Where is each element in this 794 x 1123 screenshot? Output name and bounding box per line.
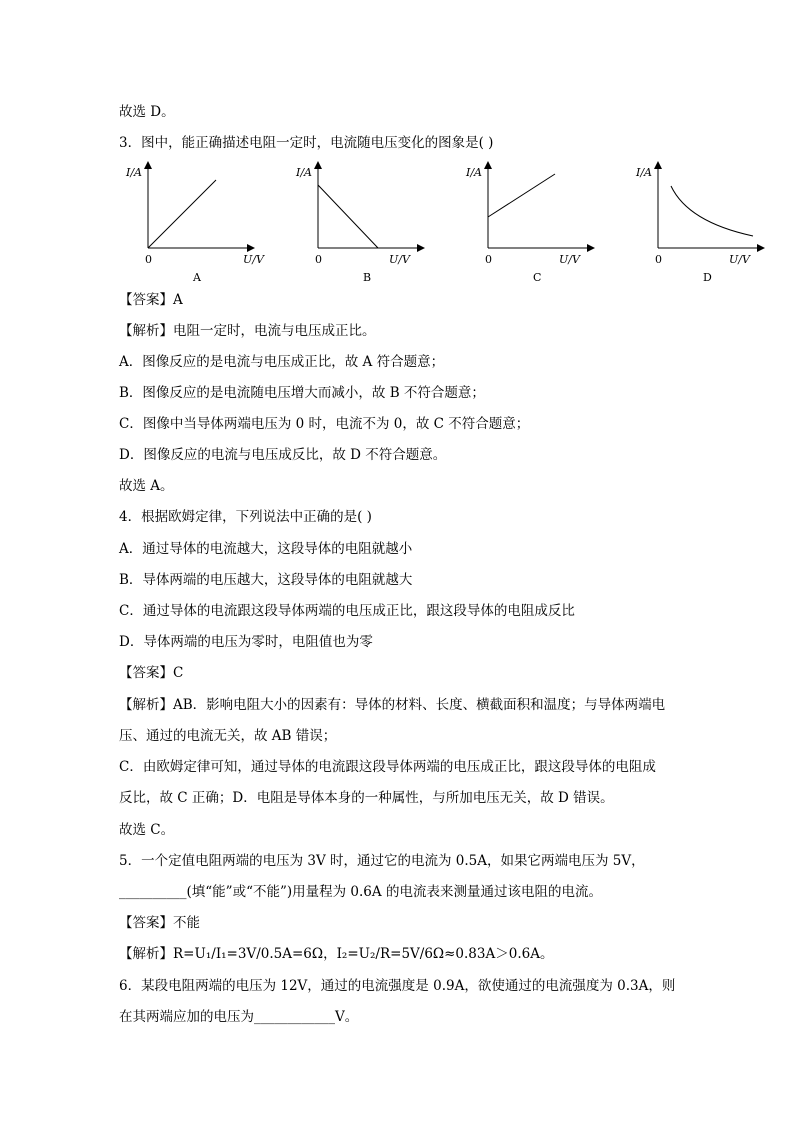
analysis-4-cont: 压、通过的电流无关，故 AB 错误；	[119, 728, 337, 744]
question-4: 4．根据欧姆定律，下列说法中正确的是( )	[119, 509, 372, 525]
option-label: C	[533, 271, 542, 284]
y-axis-label: I/A	[466, 166, 482, 179]
origin-label: 0	[145, 253, 152, 266]
text-line: 故选 C。	[119, 822, 175, 838]
option-label: D	[703, 271, 712, 284]
analysis-5: 【解析】R=U₁/I₁=3V/0.5A=6Ω，I₂=U₂/R=5V/6Ω≈0.83A＞0.6A。	[119, 946, 554, 962]
graph-c	[463, 160, 613, 285]
option-text: B．图像反应的是电流随电压增大而减小，故 B 不符合题意；	[119, 385, 485, 401]
analysis-4-cont: C．由欧姆定律可知，通过导体的电流跟这段导体两端的电压成正比，跟这段导体的电阻成	[119, 759, 656, 775]
option-label: A	[193, 271, 201, 284]
question-5-cont: __________(填“能”或“不能”)用量程为 0.6A 的电流表来测量通过该电阻的电流。	[119, 884, 602, 900]
x-axis-label: U/V	[389, 253, 410, 266]
text-line: 故选 D。	[119, 104, 175, 120]
x-axis-label: U/V	[729, 253, 750, 266]
option-text: D．图像反应的电流与电压成反比，故 D 不符合题意。	[119, 447, 447, 463]
option-label: B	[363, 271, 372, 284]
answer-5: 【答案】不能	[119, 915, 200, 931]
graph-line	[318, 185, 378, 248]
option-text: A．通过导体的电流越大，这段导体的电阻就越小	[119, 541, 413, 557]
answer-4: 【答案】C	[119, 665, 184, 681]
x-axis-label: U/V	[559, 253, 580, 266]
origin-label: 0	[315, 253, 322, 266]
y-axis-label: I/A	[126, 166, 142, 179]
graph-line	[488, 174, 555, 217]
analysis-4: 【解析】AB．影响电阻大小的因素有：导体的材料、长度、横截面积和温度；与导体两端电	[119, 697, 666, 713]
origin-label: 0	[655, 253, 662, 266]
graph-curve	[671, 186, 753, 236]
option-text: D．导体两端的电压为零时，电阻值也为零	[119, 634, 373, 650]
text-line: 故选 A。	[119, 478, 174, 494]
option-text: A．图像反应的是电流与电压成正比，故 A 符合题意；	[119, 354, 445, 370]
graph-b	[293, 160, 443, 285]
y-axis-label: I/A	[296, 166, 312, 179]
option-text: C．图像中当导体两端电压为 0 时，电流不为 0，故 C 不符合题意；	[119, 416, 530, 432]
question-5: 5．一个定值电阻两端的电压为 3V 时，通过它的电流为 0.5A，如果它两端电压为 5V，	[119, 853, 645, 869]
question-6-cont: 在其两端应加的电压为____________V。	[119, 1009, 359, 1025]
analysis-3: 【解析】电阻一定时，电流与电压成正比。	[119, 323, 376, 339]
origin-label: 0	[485, 253, 492, 266]
graph-d	[633, 160, 783, 285]
option-text: B．导体两端的电压越大，这段导体的电阻就越大	[119, 572, 413, 588]
option-text: C．通过导体的电流跟这段导体两端的电压成正比，跟这段导体的电阻成反比	[119, 603, 575, 619]
analysis-4-cont: 反比，故 C 正确；D．电阻是导体本身的一种属性，与所加电压无关，故 D 错误。	[119, 790, 614, 806]
x-axis-label: U/V	[243, 253, 264, 266]
y-axis-label: I/A	[636, 166, 652, 179]
answer-3: 【答案】A	[119, 292, 183, 308]
graph-line	[148, 180, 216, 248]
question-3: 3．图中，能正确描述电阻一定时，电流随电压变化的图象是( )	[119, 135, 494, 151]
question-6: 6．某段电阻两端的电压为 12V，通过的电流强度是 0.9A，欲使通过的电流强度为 0.3A，则	[119, 978, 676, 994]
graph-a	[123, 160, 273, 285]
